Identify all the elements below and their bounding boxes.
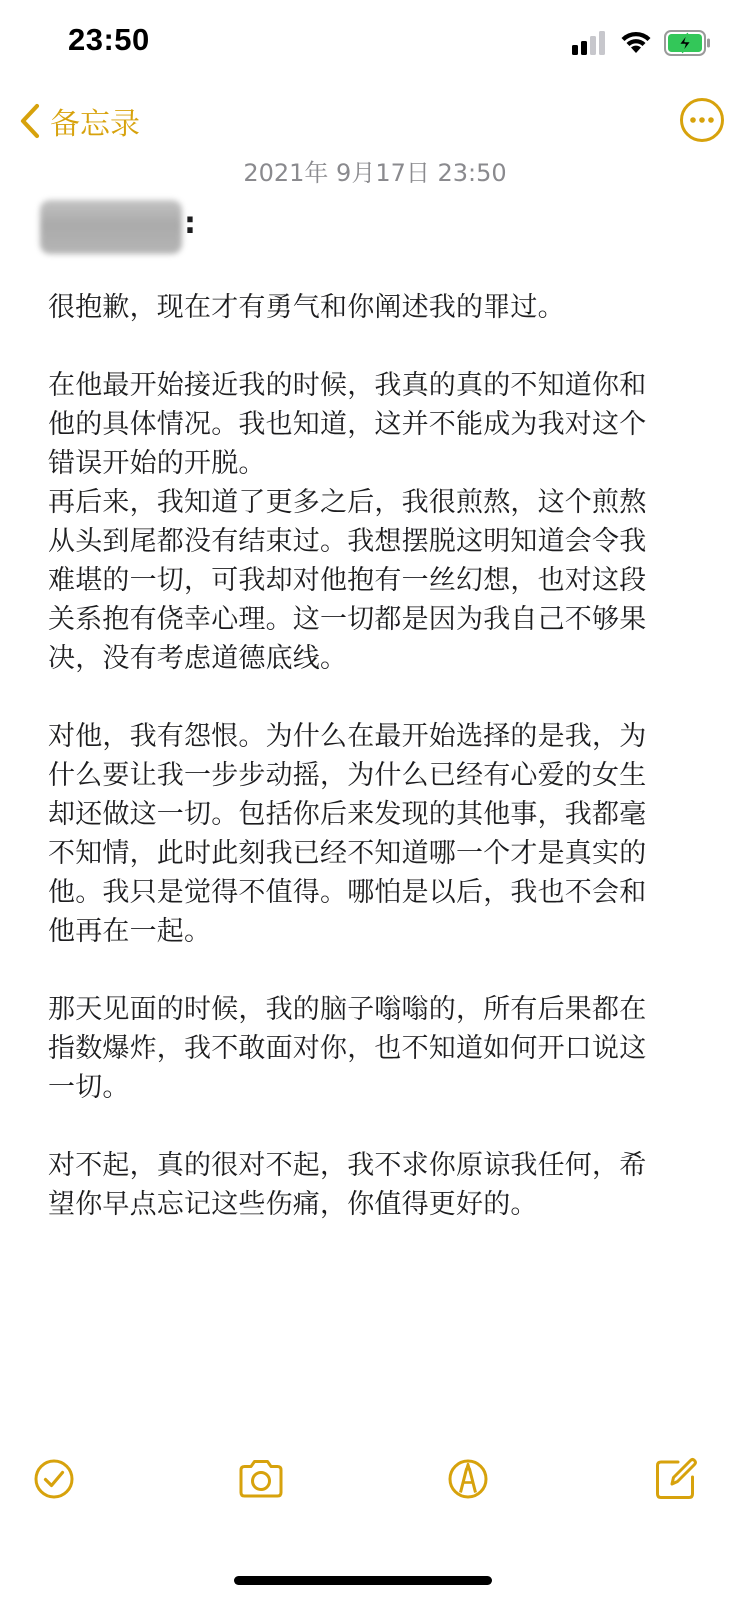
greeting-colon: : bbox=[184, 206, 196, 241]
bottom-toolbar bbox=[0, 1445, 750, 1515]
redacted-recipient-name bbox=[40, 200, 196, 254]
checklist-button[interactable] bbox=[26, 1451, 82, 1507]
wifi-icon bbox=[620, 31, 652, 55]
note-paragraph-1: 很抱歉，现在才有勇气和你阐述我的罪过。 bbox=[48, 292, 565, 323]
camera-button[interactable] bbox=[233, 1451, 289, 1507]
redaction-blur bbox=[40, 200, 182, 254]
note-body[interactable] bbox=[48, 288, 708, 1263]
note-paragraph-5: 对不起，真的很对不起，我不求你原谅我任何，希 望你早点忘记这些伤痛，你值得更好的。 bbox=[48, 1150, 647, 1220]
status-time: 23:50 bbox=[68, 22, 150, 57]
more-options-button[interactable] bbox=[678, 96, 726, 144]
note-paragraph-3: 对他，我有怨恨。为什么在最开始选择的是我，为 什么要让我一步步动摇，为什么已经有心爱的女生 却还做这一切。包括你后来发现的其他事，我都毫 不知情，此时此刻我已经不知道哪一个才是真实的 他。我只是觉得不值得。哪怕是以后，我也不会和 他再在一起。 bbox=[48, 721, 647, 947]
checklist-icon bbox=[36, 1461, 72, 1497]
status-bar bbox=[0, 0, 750, 90]
home-indicator[interactable] bbox=[234, 1576, 492, 1585]
cellular-signal-icon bbox=[572, 31, 608, 55]
compose-icon bbox=[658, 1460, 696, 1498]
markup-button[interactable] bbox=[440, 1451, 496, 1507]
status-icons bbox=[572, 28, 712, 58]
nav-bar bbox=[0, 90, 750, 154]
ellipsis-circle-icon bbox=[682, 100, 723, 141]
note-date: 2021年 9月17日 23:50 bbox=[243, 159, 507, 187]
note-paragraph-4: 那天见面的时候，我的脑子嗡嗡的，所有后果都在 指数爆炸，我不敢面对你，也不知道如何开口说这 一切。 bbox=[48, 994, 647, 1103]
markup-pen-icon bbox=[450, 1461, 486, 1497]
back-button[interactable] bbox=[18, 94, 140, 148]
camera-icon bbox=[241, 1462, 281, 1497]
back-label: 备忘录 bbox=[50, 107, 140, 142]
battery-charging-icon bbox=[664, 30, 712, 56]
chevron-left-icon bbox=[18, 103, 42, 139]
note-paragraph-2: 在他最开始接近我的时候，我真的真的不知道你和 他的具体情况。我也知道，这并不能成为我对这个 错误开始的开脱。 再后来，我知道了更多之后，我很煎熬，这个煎熬 从头到尾都没有结束过。我想摆脱这明知道会令我 难堪的一切，可我却对他抱有一丝幻想，也对这段 关系抱有侥幸心理。这一切都是因为我自己不够果 决，没有考虑道德底线。 bbox=[48, 370, 647, 674]
compose-button[interactable] bbox=[648, 1451, 704, 1507]
